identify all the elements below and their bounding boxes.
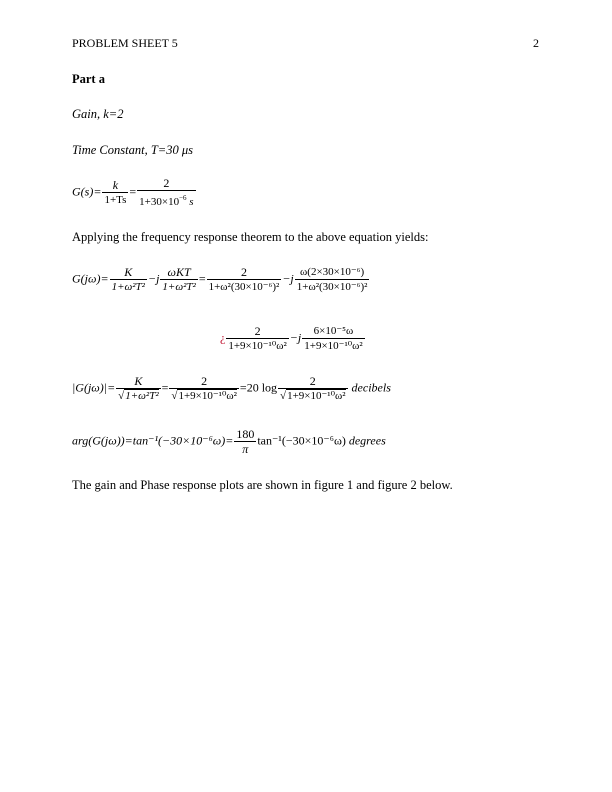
eq-g-den-1: 1+Ts [104, 194, 127, 206]
eq-g-den-2-exp: −6 [179, 194, 187, 202]
time-constant-value: , T=30 μs [144, 143, 193, 157]
eq-mag-den-1-radicand: 1+ω²T² [125, 390, 159, 402]
eq-arg-num: 180 [236, 427, 255, 441]
running-header: PROBLEM SHEET 5 [72, 36, 178, 50]
eq-mag-equals: = [161, 380, 169, 395]
eq-g-num-2: 2 [137, 176, 195, 191]
eq-gjw-frac-2 [160, 265, 197, 294]
gain-label: Gain [72, 107, 97, 121]
time-constant-label: Time Constant [72, 143, 145, 157]
eq-mag-log: =20 log [239, 380, 278, 395]
gain-line [72, 107, 123, 122]
eq-arg-frac [234, 427, 256, 456]
intro-paragraph: Applying the frequency response theorem to the above equation yields: [72, 230, 429, 244]
eq-gjw2-den-1: 1+9×10⁻¹⁰ω² [228, 340, 287, 352]
eq-gjw-frac-3 [207, 265, 282, 294]
eq-gjw-den-1: 1+ω²T² [111, 281, 145, 293]
eq-gjw-minus-j-2: −j [282, 271, 294, 286]
eq-mag-den-1: √1+ω²T² [118, 390, 159, 402]
eq-gjw2-num-2: 6×10⁻⁵ω [302, 324, 364, 339]
eq-g-equals: = [129, 184, 137, 199]
eq-arg-rhs: tan⁻¹(−30×10⁻⁶ω) [257, 433, 346, 448]
eq-gjw-den-2: 1+ω²T² [162, 281, 196, 293]
eq-gjw-num-3: 2 [207, 265, 282, 280]
eq-g-frac-1 [102, 178, 128, 207]
eq-g-lhs: G(s)= [72, 184, 102, 199]
eq-gjw-frac-1 [110, 265, 147, 294]
eq-mag-den-2: √1+9×10⁻¹⁰ω² [171, 390, 237, 402]
eq-g-num-1: k [102, 178, 128, 193]
eq-gjw2-num-1: 2 [226, 324, 288, 339]
eq-gjw-num-4: ω(2×30×10⁻⁶) [295, 265, 370, 280]
eq-arg-den: π [242, 442, 249, 456]
eq-arg-lhs: arg(G(jω))=tan⁻¹(−30×10⁻⁶ω)= [72, 433, 234, 448]
magnitude-equation [72, 374, 391, 403]
eq-gjw-lhs: G(jω)= [72, 271, 109, 286]
eq-gjw-num-2: ωKT [160, 265, 197, 280]
transfer-function-equation [72, 176, 197, 209]
frequency-response-continuation [220, 324, 366, 353]
eq-mag-frac-3 [278, 374, 348, 403]
eq-g-den-2-base: 1+30×10 [139, 196, 180, 208]
eq-g-frac-2 [137, 176, 195, 209]
section-heading: Part a [72, 72, 105, 86]
eq-gjw2-frac-1 [226, 324, 288, 353]
eq-gjw2-minus-j: −j [289, 330, 302, 345]
eq-mag-num-3: 2 [278, 374, 348, 389]
eq-mag-den-3-radicand: 1+9×10⁻¹⁰ω² [287, 390, 346, 402]
eq-mag-frac-2 [169, 374, 239, 403]
eq-mag-lhs: |G(jω)|= [72, 380, 116, 395]
page-number: 2 [533, 36, 539, 50]
missing-glyph-marker: ¿ [220, 330, 226, 345]
time-constant-line [72, 143, 193, 158]
eq-g-den-2 [137, 191, 195, 209]
eq-g-den-2-tail: s [189, 196, 194, 208]
eq-mag-num-1: K [116, 374, 160, 389]
eq-gjw-den-4: 1+ω²(30×10⁻⁶)² [296, 281, 368, 293]
eq-gjw-num-1: K [110, 265, 147, 280]
frequency-response-equation [72, 265, 370, 294]
eq-gjw2-frac-2 [302, 324, 364, 353]
conclusion-paragraph: The gain and Phase response plots are shown in figure 1 and figure 2 below. [72, 478, 453, 492]
eq-gjw-equals: = [198, 271, 206, 286]
eq-gjw-den-3: 1+ω²(30×10⁻⁶)² [208, 281, 280, 293]
eq-mag-unit: decibels [351, 380, 391, 395]
eq-mag-frac-1 [116, 374, 160, 403]
eq-gjw2-den-2: 1+9×10⁻¹⁰ω² [304, 340, 363, 352]
eq-mag-num-2: 2 [169, 374, 239, 389]
eq-gjw-frac-4 [295, 265, 370, 294]
eq-mag-den-2-radicand: 1+9×10⁻¹⁰ω² [178, 390, 237, 402]
eq-mag-den-3: √1+9×10⁻¹⁰ω² [280, 390, 346, 402]
phase-equation [72, 427, 386, 456]
eq-gjw-minus-j-1: −j [147, 271, 160, 286]
gain-value: , k=2 [97, 107, 124, 121]
eq-arg-unit: degrees [348, 433, 386, 448]
